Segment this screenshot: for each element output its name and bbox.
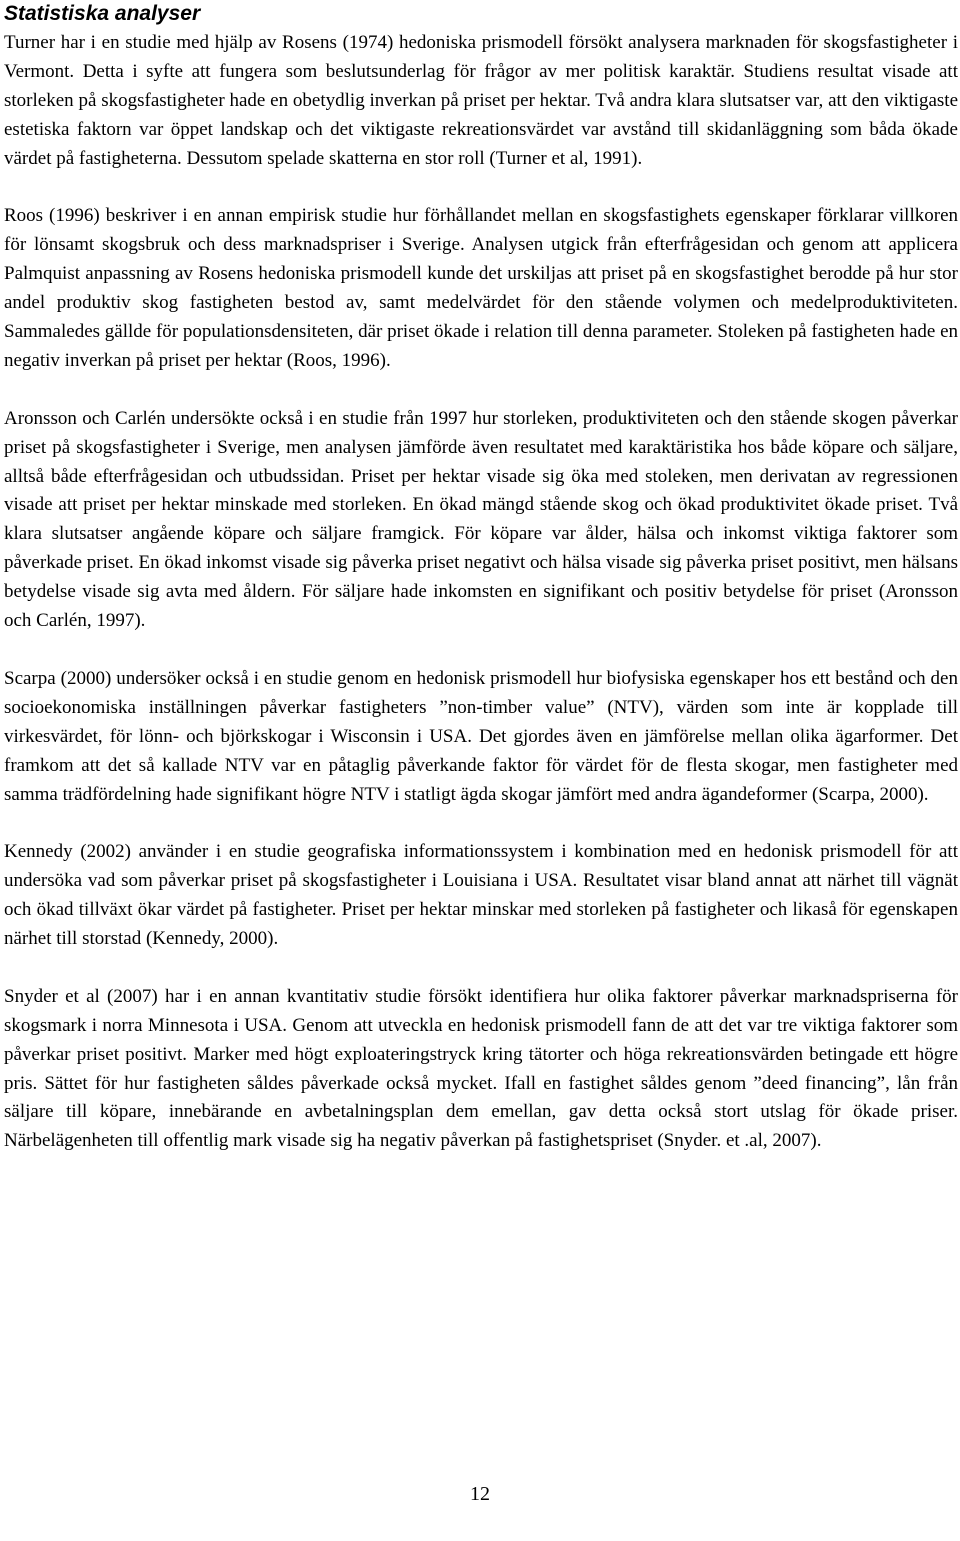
paragraph-aronsson-carlen: Aronsson och Carlén undersökte också i en studie från 1997 hur storleken, produktiviteten och den stående skogen påverkar priset på skogsfastigheter i Sverige, men analysen jämförde även resultatet med karaktäristika hos både köpare och säljare, alltså både efterfrågesidan och utbudssidan. Priset per hektar visade sig öka med stoleken, men derivatan av regressionen visade att priset per hektar minskade med storleken. En ökad mängd stående skog och ökad produktivitet ökade priset. Två klara slutsatser angående köpare och säljare framgick. För köpare var ålder, hälsa och inkomst viktiga faktorer som påverkade priset. En ökad inkomst visade sig påverka priset negativt och hälsa visade sig påverka priset positivt, men hälsans betydelse visade sig avta med åldern. För säljare hade inkomsten en signifikant och positiv betydelse för priset (Aronsson och Carlén, 1997). [4, 407, 958, 632]
paragraph-kennedy: Kennedy (2002) använder i en studie geografiska informationssystem i kombination med en hedonisk prismodell för att undersöka vad som påverkar priset på skogsfastigheter i Louisiana i USA. Resultatet visar bland annat att närhet till vägnät och ökad tillväxt ökar värdet på fastigheter. Priset per hektar minskar med storleken på fastigheter och likaså för egenskapen närhet till storstad (Kennedy, 2000). [4, 841, 958, 950]
paragraph-scarpa: Scarpa (2000) undersöker också i en studie genom en hedonisk prismodell hur biofysiska egenskaper hos ett bestånd och den socioekonomiska inställningen påverkar fastigheters ”non-timber value” (NTV), värden som inte är kopplade till virkesvärdet, för lönn- och björkskogar i Wisconsin i USA. Det gjordes även en jämförelse mellan olika ägarformer. Det framkom att det så kallade NTV var en påtaglig påverkande faktor för värdet för de flesta skogar, men fastigheter med samma trädfördelning hade signifikant högre NTV i statligt ägda skogar jämfört med andra ägandeformer (Scarpa, 2000). [4, 667, 958, 805]
paragraph-roos: Roos (1996) beskriver i en annan empirisk studie hur förhållandet mellan en skogsfastighets egenskaper förklarar villkoren för lönsamt skogsbruk och dess marknadspriser i Sverige. Analysen utgick från efterfrågesidan och genom att applicera Palmquist anpassning av Rosens hedoniska prismodell kunde det urskiljas att priset på en skogsfastighet berodde på hur stor andel produktiv skog fastigheten bestod av, samt medelvärdet för den stående volymen och medelproduktiviteten. Sammaledes gällde för populationsdensiteten, där priset ökade i relation till denna parameter. Stoleken på fastigheten hade en negativ inverkan på priset per hektar (Roos, 1996). [4, 205, 958, 371]
paragraph-snyder: Snyder et al (2007) har i en annan kvantitativ studie försökt identifiera hur olika faktorer påverkar marknadspriserna för skogsmark i norra Minnesota i USA. Genom att utveckla en hedonisk prismodell fann de att det var tre viktiga faktorer som påverkar priset positivt. Marker med högt exploateringstryck kring tätorter och höga rekreationsvärden betingade ett högre pris. Sättet för hur fastigheten såldes påverkade också mycket. Ifall en fastighet såldes genom ”deed financing”, lån från säljare till köpare, innebärande en avbetalningsplan dem emellan, gav detta också stort utslag för ökade priser. Närbelägenheten till offentlig mark visade sig ha negativ påverkan på fastighetspriset (Snyder. et .al, 2007). [4, 985, 958, 1152]
document-page [4, 0, 958, 1185]
section-heading: Statistiska analyser [4, 2, 201, 25]
paragraph-turner: Turner har i en studie med hjälp av Rosens (1974) hedoniska prismodell försökt analysera marknaden för skogsfastigheter i Vermont. Detta i syfte att fungera som beslutsunderlag för frågor av mer politisk karaktär. Studiens resultat visade att storleken på skogsfastigheter hade en obetydlig inverkan på priset per hektar. Två andra klara slutsatser var, att den viktigaste estetiska faktorn var öppet landskap och det viktigaste rekreationsvärdet var avstånd till skidanläggning som båda ökade värdet på fastigheterna. Dessutom spelade skatterna en stor roll (Turner et al, 1991). [4, 32, 958, 169]
page-number: 12 [470, 1483, 490, 1505]
